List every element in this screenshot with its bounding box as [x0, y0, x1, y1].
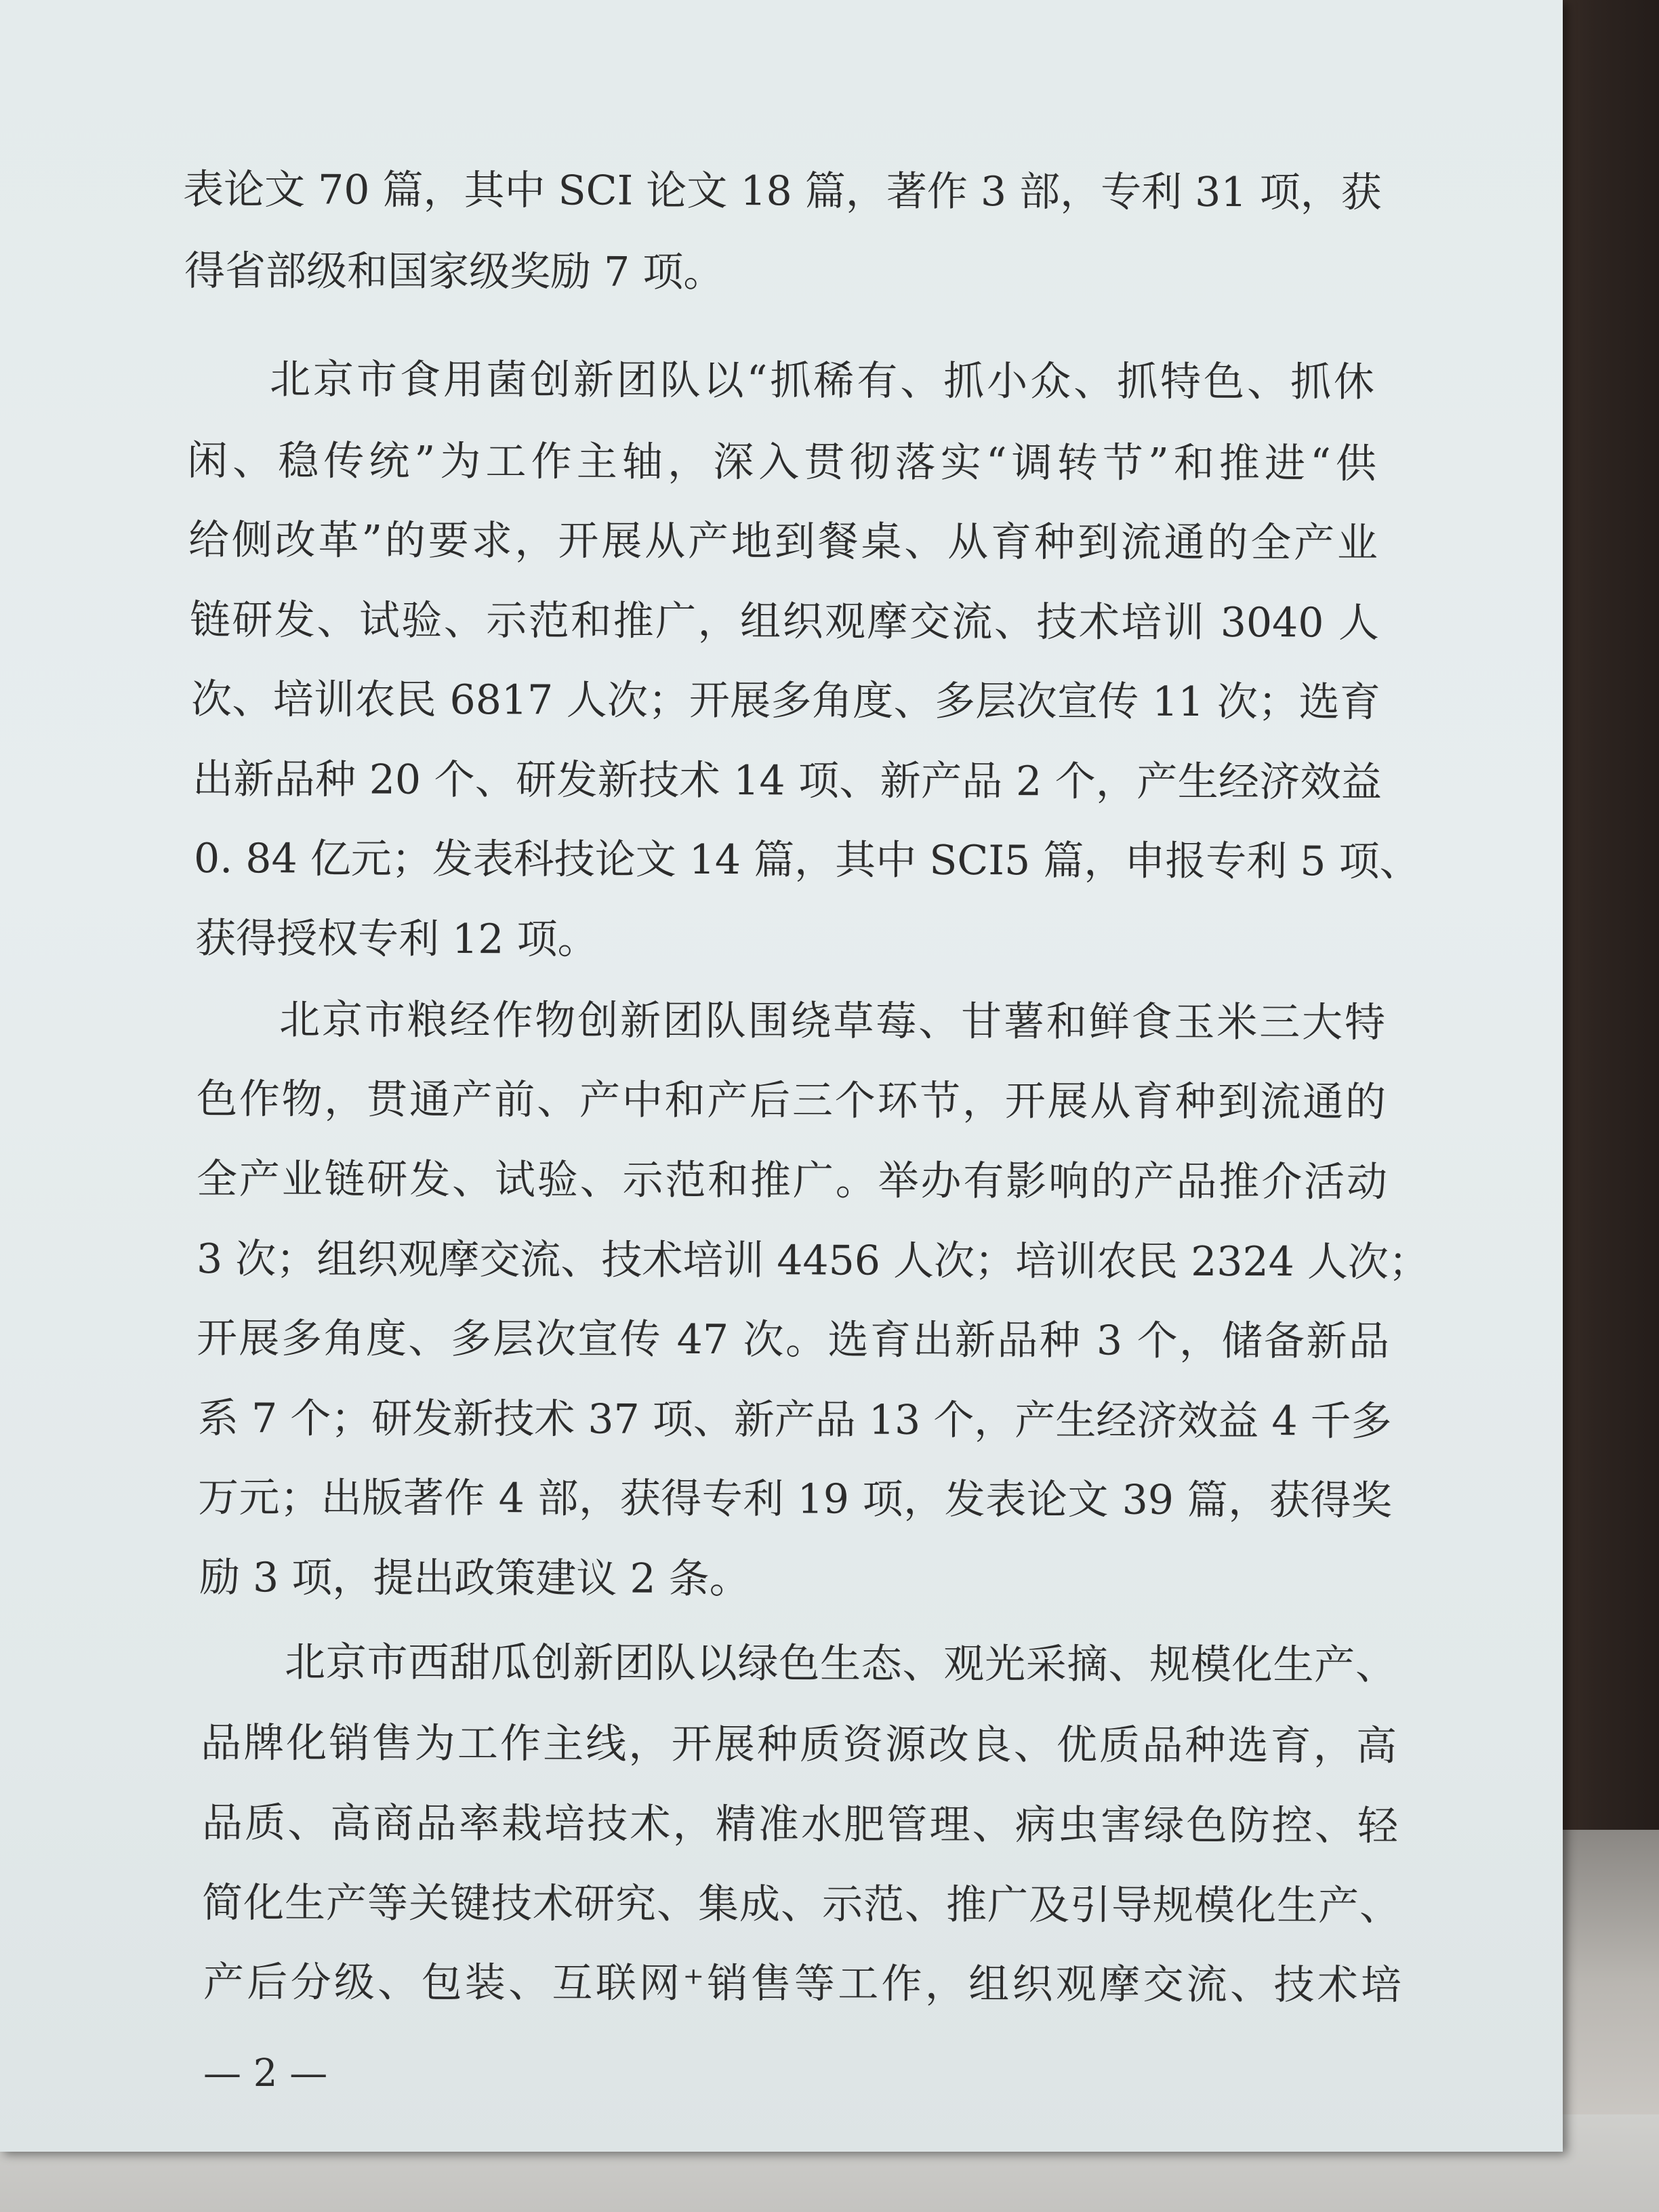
paragraph-line: 色作物，贯通产前、产中和产后三个环节，开展从育种到流通的 — [196, 1076, 1387, 1126]
paragraph-line: 表论文 70 篇，其中 SCI 论文 18 篇，著作 3 部，专利 31 项，获 — [182, 166, 1382, 217]
paragraph-line: 闲、稳传统”为工作主轴，深入贯彻落实“调转节”和推进“供 — [186, 437, 1377, 488]
paragraph-line: 系 7 个；研发新技术 37 项、新产品 13 个，产生经济效益 4 千多 — [197, 1395, 1392, 1446]
paragraph-line: 品牌化销售为工作主线，开展种质资源改良、优质品种选育，高 — [200, 1719, 1397, 1770]
paragraph-line: 产后分级、包装、互联网⁺销售等工作，组织观摩交流、技术培 — [203, 1959, 1402, 2009]
paragraph-line: 全产业链研发、试验、示范和推广。举办有影响的产品推介活动 — [196, 1155, 1388, 1206]
paragraph-line: 出新品种 20 个、研发新技术 14 项、新产品 2 个，产生经济效益 — [192, 756, 1382, 806]
paragraph-line: 开展多角度、多层次宣传 47 次。选育出新品种 3 个，储备新品 — [196, 1315, 1390, 1366]
paragraph-line: 北京市食用菌创新团队以“抓稀有、抓小众、抓特色、抓休 — [269, 356, 1375, 407]
paragraph-line: 次、培训农民 6817 人次；开展多角度、多层次宣传 11 次；选育 — [190, 676, 1381, 726]
paragraph-line: 0. 84 亿元；发表科技论文 14 篇，其中 SCI5 篇，申报专利 5 项、 — [193, 835, 1420, 886]
paragraph-line: 品质、高商品率栽培技术，精准水肥管理、病虫害绿色防控、轻 — [201, 1799, 1399, 1850]
paragraph-line: 3 次；组织观摩交流、技术培训 4456 人次；培训农民 2324 人次； — [196, 1235, 1430, 1286]
paragraph-line: 北京市西甜瓜创新团队以绿色生态、观光采摘、规模化生产、 — [284, 1639, 1397, 1689]
paragraph-line: 简化生产等关键技术研究、集成、示范、推广及引导规模化生产、 — [201, 1879, 1401, 1930]
page-number: — 2 — — [203, 2051, 328, 2095]
paragraph-line: 励 3 项，提出政策建议 2 条。 — [199, 1554, 750, 1603]
paragraph-line: 给侧改革”的要求，开展从产地到餐桌、从育种到流通的全产业 — [188, 516, 1378, 567]
paragraph-line: 获得授权专利 12 项。 — [194, 915, 598, 964]
paragraph-line: 万元；出版著作 4 部，获得专利 19 项，发表论文 39 篇，获得奖 — [197, 1474, 1393, 1525]
paragraph-line: 链研发、试验、示范和推广，组织观摩交流、技术培训 3040 人 — [189, 596, 1380, 647]
paragraph-line: 得省部级和国家级奖励 7 项。 — [184, 247, 724, 297]
paragraph-line: 北京市粮经作物创新团队围绕草莓、甘薯和鲜食玉米三大特 — [279, 996, 1386, 1047]
